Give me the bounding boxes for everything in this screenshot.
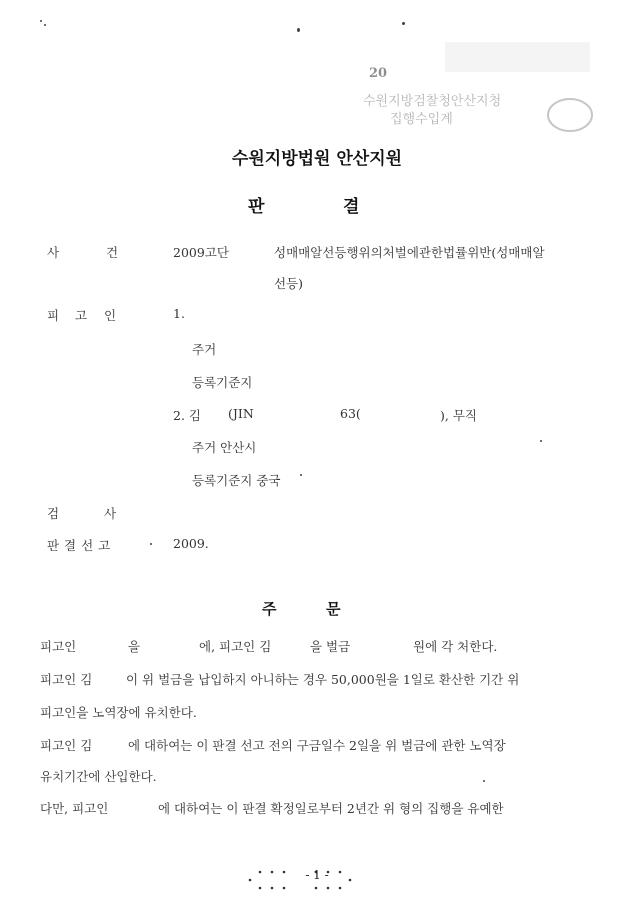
ruling-line1-b: 을	[128, 639, 141, 654]
defendant1-index: 1.	[173, 306, 185, 321]
verdict-date-label: 판 결 선 고	[47, 538, 111, 553]
defendant2-index: 2. 김	[173, 408, 201, 423]
ruling-line6-a: 다만, 피고인	[40, 801, 109, 816]
verdict-date-value: 2009.	[173, 536, 209, 551]
stamp-number: 20	[369, 66, 388, 81]
ruling-line1-c: 에, 피고인 김	[199, 639, 272, 654]
defendant2-address: 주거 안산시	[192, 440, 257, 455]
ruling-line2-a: 피고인 김	[40, 672, 93, 687]
received-stamp	[355, 40, 595, 135]
ruling-line4-a: 피고인 김	[40, 738, 93, 753]
court-name: 수원지방법원 안산지원	[231, 149, 403, 169]
defendant2-eng-name: (JIN	[228, 406, 254, 421]
ruling-line1-a: 피고인	[40, 639, 77, 654]
ruling-line6-b: 에 대하여는 이 판결 확정일로부터 2년간 위 형의 집행을 유예한	[158, 801, 504, 816]
defendant2-registry: 등록기준지 중국	[192, 473, 281, 488]
defendant2-job: ), 무직	[440, 408, 477, 423]
page-number: - 1 -	[305, 868, 329, 882]
case-name-line1: 성매매알선등행위의처벌에관한법률위반(성매매알	[274, 245, 545, 260]
defendant2-birth: 63(	[340, 406, 361, 421]
case-label-b: 건	[106, 245, 119, 260]
case-number: 2009고단	[173, 245, 229, 260]
ruling-title-left: 주	[262, 600, 277, 618]
prosecutor-label-a: 검	[47, 506, 60, 521]
title-left: 판	[248, 197, 265, 217]
ruling-line1-e: 원에 각 처한다.	[413, 639, 498, 654]
ruling-line1-d: 을 벌금	[310, 639, 351, 654]
stamp-line1: 수원지방검찰청안산지청	[363, 94, 502, 109]
defendant1-address: 주거	[192, 342, 217, 357]
defendant-label-c: 인	[104, 308, 117, 323]
ruling-line2-b: 이 위 벌금을 납입하지 아니하는 경우 50,000원을 1일로 환산한 기간 위	[126, 672, 520, 687]
prosecutor-label-b: 사	[104, 506, 117, 521]
ruling-line5: 유치기간에 산입한다.	[40, 769, 157, 784]
defendant1-registry: 등록기준지	[192, 375, 253, 390]
case-name-line2: 선등)	[274, 276, 304, 291]
ruling-title-right: 문	[326, 600, 341, 618]
defendant-label-b: 고	[75, 308, 88, 323]
ruling-line3: 피고인을 노역장에 유치한다.	[40, 705, 197, 720]
title-right: 결	[343, 197, 360, 217]
case-label-a: 사	[47, 245, 60, 260]
ruling-line4-b: 에 대하여는 이 판결 선고 전의 구금일수 2일을 위 벌금에 관한 노역장	[128, 738, 506, 753]
stamp-line2: 집행수입계	[390, 112, 453, 127]
defendant-label-a: 피	[47, 308, 60, 323]
